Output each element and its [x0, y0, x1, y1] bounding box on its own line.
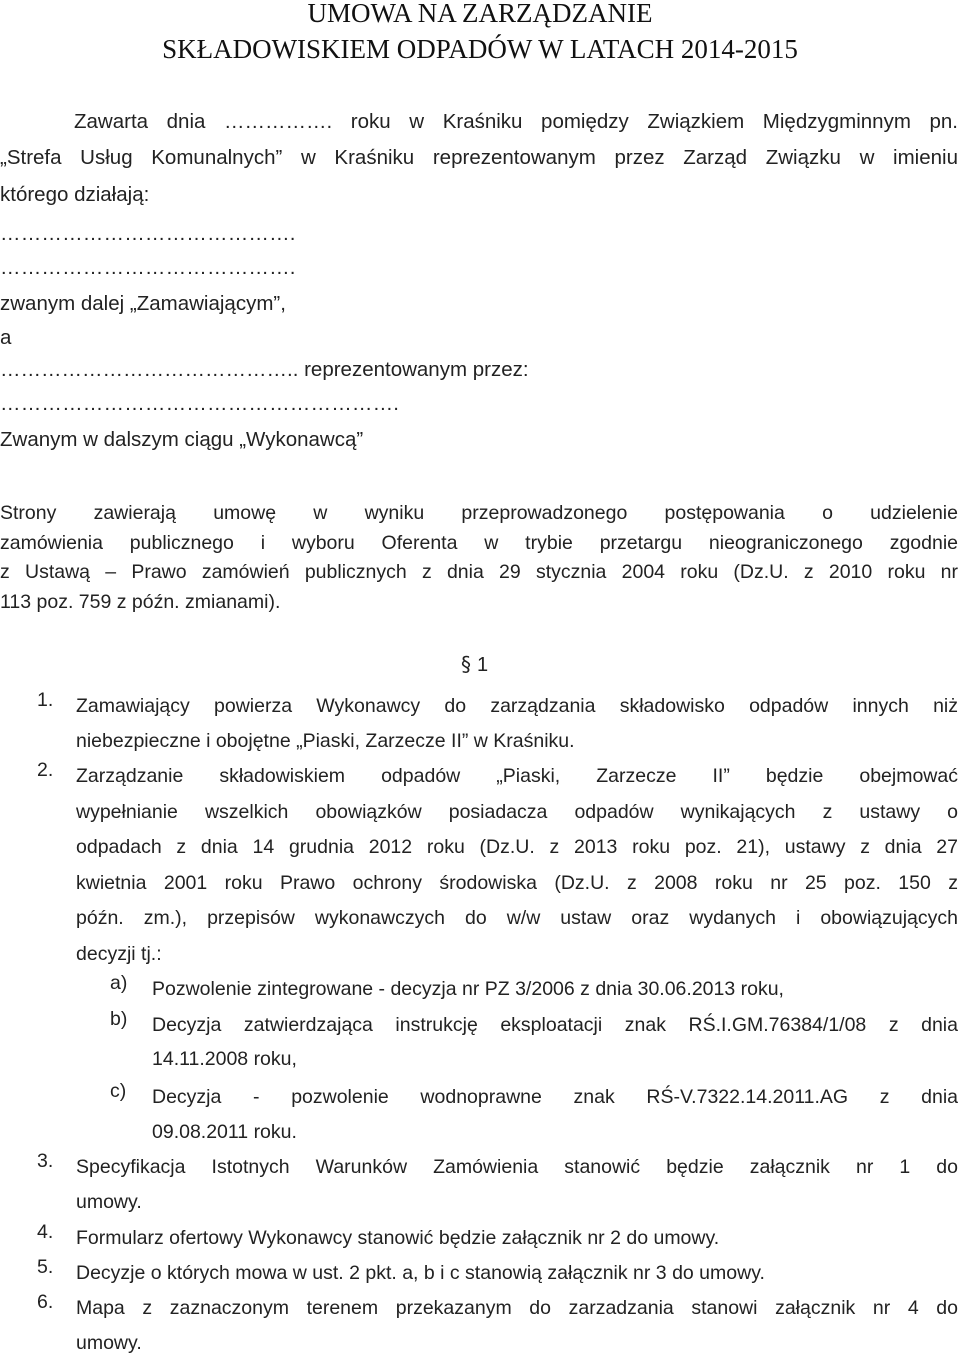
list-item-line: Formularz ofertowy Wykonawcy stanowić będzie załącznik nr 2 do umowy.	[76, 1227, 720, 1249]
list-item-number: 2.	[37, 759, 54, 781]
list-item-line: Zamawiający powierza Wykonawcy do zarządzania składowisko odpadów innych niż	[76, 695, 958, 717]
list-item-line: umowy.	[76, 1332, 142, 1354]
intro-line-2: „Strefa Usług Komunalnych” w Kraśniku reprezentowanym przez Zarząd Związku w imieniu	[0, 146, 958, 169]
list-item-line: późn. zm.), przepisów wykonawczych do w/w ustaw oraz wydanych i obowiązujących	[76, 907, 958, 929]
sub-list-item-line: Pozwolenie zintegrowane - decyzja nr PZ 3/2006 z dnia 30.06.2013 roku,	[152, 978, 784, 1000]
list-item-line: niebezpieczne i obojętne „Piaski, Zarzecze II” w Kraśniku.	[76, 730, 575, 752]
sub-list-item-line: 09.08.2011 roku.	[152, 1121, 297, 1143]
preamble-line: Strony zawierają umowę w wyniku przeprowadzonego postępowania o udzielenie	[0, 502, 958, 524]
contractor-representative-placeholder: ………………………………………………….	[0, 392, 400, 415]
preamble-line: zamówienia publicznego i wyboru Oferenta w trybie przetargu nieograniczonego zgodnie	[0, 531, 958, 554]
preamble-line: z Ustawą – Prawo zamówień publicznych z dnia 29 stycznia 2004 roku (Dz.U. z 2010 roku nr	[0, 561, 958, 583]
list-item-line: wypełnianie wszelkich obowiązków posiadacza odpadów wynikających z ustawy o	[76, 800, 958, 823]
list-item-line: decyzji tj.:	[76, 942, 162, 965]
list-item-line: Zarządzanie składowiskiem odpadów „Piaski, Zarzecze II” będzie obejmować	[76, 765, 958, 787]
sub-list-item-line: Decyzja - pozwolenie wodnoprawne znak RŚ-V.7322.14.2011.AG z dnia	[152, 1086, 958, 1108]
document-title-line1: UMOWA NA ZARZĄDZANIE	[307, 0, 653, 28]
list-item-number: 5.	[37, 1256, 54, 1278]
list-item-line: odpadach z dnia 14 grudnia 2012 roku (Dz.U. z 2013 roku poz. 21), ustawy z dnia 27	[76, 836, 958, 858]
section-heading	[461, 652, 488, 677]
list-item-number: 6.	[37, 1291, 54, 1313]
list-item-line: Mapa z zaznaczonym terenem przekazanym do zarzadzania stanowi załącznik nr 4 do	[76, 1297, 958, 1319]
signatory-placeholder-1: …………………………………….	[0, 222, 296, 245]
sub-list-item-letter: a)	[110, 972, 128, 994]
list-item-line: Decyzje o których mowa w ust. 2 pkt. a, b i c stanowią załącznik nr 3 do umowy.	[76, 1262, 765, 1284]
conjunction-a: a	[0, 326, 12, 349]
list-item-number: 1.	[37, 689, 54, 711]
intro-line-1: Zawarta dnia ……………. roku w Kraśniku pomiędzy Związkiem Międzygminnym pn.	[74, 110, 958, 133]
preamble-paragraph	[0, 499, 958, 617]
list-item-line: kwietnia 2001 roku Prawo ochrony środowiska (Dz.U. z 2008 roku nr 25 poz. 150 z	[76, 871, 958, 894]
document-title-line2: SKŁADOWISKIEM ODPADÓW W LATACH 2014-2015	[162, 34, 798, 64]
preamble-line: 113 poz. 759 z późn. zmianami).	[0, 590, 281, 613]
contractor-label: Zwanym w dalszym ciągu „Wykonawcą”	[0, 428, 364, 451]
section-number: 1	[477, 654, 489, 676]
signatory-placeholder-2: …………………………………….	[0, 256, 296, 279]
list-item-number: 3.	[37, 1150, 54, 1172]
ordering-party-label: zwanym dalej „Zamawiającym”,	[0, 292, 286, 315]
sub-list-item-line: Decyzja zatwierdzająca instrukcję eksploatacji znak RŚ.I.GM.76384/1/08 z dnia	[152, 1014, 958, 1036]
list-item-number: 4.	[37, 1221, 54, 1243]
sub-list-item-line: 14.11.2008 roku,	[152, 1048, 297, 1070]
sub-list-item-letter: b)	[110, 1008, 128, 1030]
intro-line-3: którego działają:	[0, 183, 150, 206]
list-item-line: umowy.	[76, 1191, 142, 1213]
list-item-line: Specyfikacja Istotnych Warunków Zamówienia stanowić będzie załącznik nr 1 do	[76, 1156, 958, 1178]
section-symbol: §	[461, 652, 471, 676]
contractor-line: …………………………………….. reprezentowanym przez:	[0, 358, 529, 381]
sub-list-item-letter: c)	[110, 1080, 127, 1102]
